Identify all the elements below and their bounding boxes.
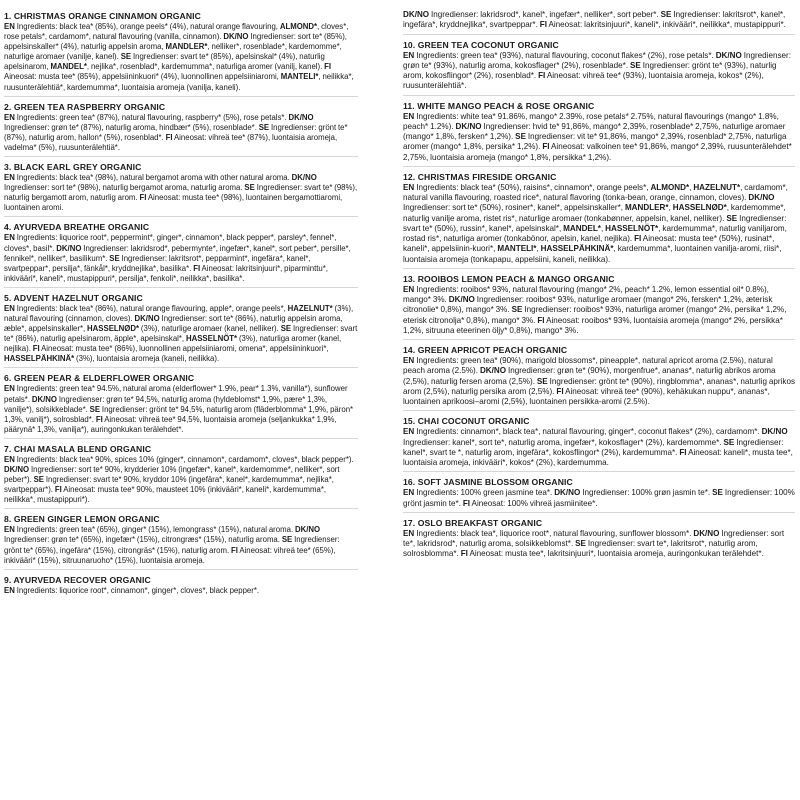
product-11-white-mango-peach-rose-organic xyxy=(403,100,795,167)
bold-term: HASSELNÖT* xyxy=(185,334,238,344)
ingredient-segment: Ingredienser: svart te* (85%), apelsinskal* (4%), naturlig apelsinarom, xyxy=(4,52,325,72)
ingredient-segment: Ingredienser: lakritsrot*, kanel*, ingefära*, kryddnejlika*, svartpeppar*. xyxy=(403,10,786,30)
ingredient-segment: Ingredienser: sort te* (50%), rosiner*, kanel*, appelsinskaller*, xyxy=(403,203,625,213)
bold-term: FI xyxy=(460,549,468,559)
ingredient-segment: Aineosat: musta tee* (98%), luontainen bergamottiaromi, luontainen aromi. xyxy=(4,193,343,213)
product-title: 10. GREEN TEA COCONUT ORGANIC xyxy=(403,39,559,50)
ingredient-segment: Ingredienser: grönt te* 94,5%, naturlig arom (fläderblomma* 1,9%, päron* 1,3%, vanilj*), solrosblad*. xyxy=(4,404,354,424)
bold-term: FI xyxy=(32,344,40,354)
ingredient-segment: Aineosat: musta tee* (86%), luonnollinen appelsiiniaromi, omena*, appelsiininkuori*, xyxy=(39,344,329,354)
ingredients-text xyxy=(403,183,795,269)
product-2-green-tea-raspberry-organic xyxy=(4,101,358,157)
product-7-chai-masala-blend-organic xyxy=(4,443,358,509)
bold-term: DK/NO xyxy=(748,193,775,202)
bold-term: FI xyxy=(679,447,687,457)
product-title: 14. GREEN APRICOT PEACH ORGANIC xyxy=(403,345,568,355)
bold-term: EN xyxy=(403,427,415,437)
ingredient-segment: Ingredients: green tea* (65%), ginger* (15%), lemongrass* (15%), natural aroma. xyxy=(14,525,295,535)
ingredient-segment: Aineosat: vihreä tee* 94,5%, luontaisia aromeja (seljankukka* 1,9%, päärynä* 1,3%, vanilja*), auringonkukan terälehdet*. xyxy=(4,414,337,434)
bold-term: EN xyxy=(4,384,15,394)
ingredient-segment: , xyxy=(536,244,541,254)
bold-term: SE xyxy=(712,488,723,498)
bold-term: MANTELI* xyxy=(280,72,319,82)
ingredient-segment: Aineosat: lakritsinjuuri*, kaneli*, inkivääri*, neilikka*, mustapippuri*. xyxy=(546,20,786,30)
bold-term: SE xyxy=(258,122,270,132)
ingredient-segment: Aineosat: musta tee*, lakritsinjuuri*, luontaisia aromeja, auringonkukan terälehdet*. xyxy=(467,549,764,559)
product-15-chai-coconut-organic xyxy=(403,415,795,472)
product-title: 7. CHAI MASALA BLEND ORGANIC xyxy=(4,443,152,454)
bold-term: DK/NO xyxy=(223,32,249,42)
ingredient-segment: , kardemumma*, naturlig vaniljarom, rostad ris*, naturliga aromer (tonkabönor, apelsin, kanel, nejlika). xyxy=(403,223,787,243)
ingredient-segment: , neilikka*, ruusunterälehtiä*, kardemumma*, luontaisia aromeja (vanilja, kaneli). xyxy=(4,72,354,92)
bold-term: SE xyxy=(575,539,586,548)
ingredient-segment: Aineosat: valkoinen tee* 91,86%, mango* 2,39%, ruusunterälehdet* 2,75%, luontaisia aromeja (mango* 1,8%, persikka* 1,2%). xyxy=(403,142,792,162)
ingredients-text xyxy=(403,10,795,35)
bold-term: HASSELNØD* xyxy=(672,203,727,213)
product-title: 13. ROOIBOS LEMON PEACH & MANGO ORGANIC xyxy=(403,273,615,284)
bold-term: DK/NO xyxy=(294,525,321,535)
ingredient-segment: Ingredienser: svart te* (50%), russin*, kanel*, apelsinskal*, xyxy=(403,213,787,233)
product-14-green-apricot-peach-organic xyxy=(403,344,795,411)
ingredient-segment: Ingredienser: grönt te* (93%), naturlig arom, kokosflingor* (2%), rosenblad*. xyxy=(403,60,777,80)
bold-term: ALMOND* xyxy=(279,22,318,31)
ingredient-segment: Ingredienser: grönt te* (65%), ingefära* (15%), citrongräs* (15%), naturlig arom. xyxy=(4,535,340,555)
ingredient-segment: Ingredienser: kanel*, svart te *, naturlig arom, ingefära*, kokosflingor* (2%), kardemumma*. xyxy=(403,437,784,457)
ingredient-segment: Ingredients: white tea* 91.86%, mango* 2.39%, rose petals* 2.75%, natural flavourings (mango* 1.8%, peach* 1.2%). xyxy=(403,111,779,131)
product-title: 1. CHRISTMAS ORANGE CINNAMON ORGANIC xyxy=(4,11,201,21)
bold-term: DK/NO xyxy=(693,528,720,538)
ingredient-segment: Ingredienser: lakridsrod*, kanel*, ingefær*, nelliker*, sort peber*. xyxy=(429,10,661,19)
ingredient-segment: Ingredienser: 100% grøn jasmin te*. xyxy=(580,488,713,498)
ingredient-segment: Ingredients: black tea* (86%), natural orange flavouring, apple*, orange peels*, xyxy=(14,303,288,313)
ingredient-segment: Ingredients: cinnamon*, black tea*, natural flavouring, ginger*, coconut flakes* (2%), cardamom*. xyxy=(414,427,762,437)
ingredient-segment: Aineosat: musta tee* (85%), appelsiininkuori* (4%), luonnollinen appelsiiniaromi, xyxy=(4,72,281,82)
bold-term: EN xyxy=(403,50,415,60)
bold-term: DK/NO xyxy=(56,243,82,253)
ingredients-text xyxy=(4,586,358,599)
bold-term: HAZELNUT* xyxy=(287,303,333,313)
bold-term: HASSELPÄHKINÄ* xyxy=(4,354,75,364)
ingredients-text xyxy=(4,304,358,369)
bold-term: EN xyxy=(4,233,15,243)
bold-term: FI xyxy=(537,315,545,325)
ingredient-segment: , cardamom*, natural vanilla flavouring, roasted rice*, natural flavoring (tonka-bean, orange, cinnamon, cloves). xyxy=(403,182,788,202)
bold-term: DK/NO xyxy=(761,427,788,437)
ingredient-segment: Ingredienser: kanel*, sort te*, naturlig aroma, ingefær*, kokosflager* (2%), kardemomme*. xyxy=(403,437,724,447)
ingredient-segment: Ingredienser: grönt te* (87%), naturlig arom, hallon* (5%), rosenblad*. xyxy=(4,122,348,142)
bold-term: EN xyxy=(403,182,415,192)
ingredient-segment: (3%), luontaisia aromeja (kaneli, neilikka). xyxy=(74,354,220,364)
bold-term: MANTELI* xyxy=(497,244,537,254)
ingredients-text xyxy=(403,51,795,96)
bold-term: EN xyxy=(403,488,415,498)
ingredient-segment: , nelliker*, rosenblade*, kardemomme*, naturlige aromaer (vanilje, kanel). xyxy=(4,42,342,62)
bold-term: EN xyxy=(403,528,415,538)
ingredient-segment: Aineosat: musta tee* 90%, mausteet 10% (inkivääri*, kaneli*, kardemumma*, neilikka*, mustapippuri*). xyxy=(4,485,327,505)
ingredient-segment: Aineosat: vihreä tee* (90%), kehäkukan nuppu*, ananas*, luontainen aprikoosi–aromi (2,5%), luontainen persikka-aromi (2.5%). xyxy=(403,386,770,406)
bold-term: ALMOND* xyxy=(650,182,690,192)
bold-term: DK/NO xyxy=(31,394,57,404)
ingredient-segment: Ingredients: green tea* 94.5%, natural aroma (elderflower* 1.9%, pear* 1.3%, vanilla*), sunflower petals*. xyxy=(4,384,348,404)
product-title: 8. GREEN GINGER LEMON ORGANIC xyxy=(4,514,160,525)
bold-term: EN xyxy=(403,356,415,365)
bold-term: SE xyxy=(511,305,523,315)
product-title: 16. SOFT JASMINE BLOSSOM ORGANIC xyxy=(403,477,573,488)
product-title: 4. AYURVEDA BREATHE ORGANIC xyxy=(4,222,150,233)
ingredient-segment: Aineosat: vihreä tee* (65%), inkivääri* (15%), sitruunaruoho* (15%), luontaisia aromeja. xyxy=(4,545,336,565)
ingredient-segment: Ingredienser: lakridsrod*, pebermynte*, ingefær*, kanel*, sort peber*, persille*, fennikel*, nelliker*, basilikum*. xyxy=(4,243,351,263)
bold-term: DK/NO xyxy=(715,50,742,60)
bold-term: MANDEL* xyxy=(50,62,87,72)
bold-term: EN xyxy=(4,173,15,183)
product-title: 17. OSLO BREAKFAST ORGANIC xyxy=(403,517,543,528)
ingredients-text xyxy=(403,285,795,340)
ingredient-segment: Ingredienser: rooibos* 93%, naturliga aromer (mango* 2%, persika* 1,2%, eterisk citronolja* 0,8%), mango* 3%. xyxy=(403,305,787,325)
ingredient-segment: Ingredients: liquorice root*, peppermint*, ginger*, cinnamon*, black pepper*, parsley*, fennel*, cloves*, basil*. xyxy=(4,233,337,253)
product-6-green-pear-elderflower-organic xyxy=(4,372,358,438)
bold-term: DK/NO xyxy=(455,121,482,131)
ingredient-segment: , kardemomme*, naturlig vanilje aroma, ristet ris*, naturlige aromaer (tonkabønner, appelsin, kanel, nelliker). xyxy=(403,203,786,223)
bold-term: FI xyxy=(634,234,642,243)
ingredient-segment: , cloves*, rose petals*, cardamom*, natural flavouring (vanilla, cinnamon). xyxy=(4,22,349,42)
bold-term: EN xyxy=(4,585,15,595)
bold-term: EN xyxy=(4,112,15,122)
bold-term: EN xyxy=(4,454,15,464)
bold-term: FI xyxy=(324,62,332,72)
ingredient-segment: Aineosat: vihreä tee* (93%), luontaisia aromeja, kokos* (2%), ruusunterälehtiä*. xyxy=(403,71,764,91)
product-title: 12. CHRISTMAS FIRESIDE ORGANIC xyxy=(403,171,557,182)
ingredient-segment: Ingredienser: grøn te* (90%), morgenfrue*, ananas*, naturlig abrikos aroma (2,5%), naturlig fersen aroma (2,5%). xyxy=(403,366,776,386)
bold-term: DK/NO xyxy=(554,488,581,498)
bold-term: MANDEL* xyxy=(563,223,601,233)
ingredient-segment: Ingredienser: sort te* (86%), naturlig appelsin aroma, æble*, appelsinskaller*, xyxy=(4,313,343,334)
product-title: 5. ADVENT HAZELNUT ORGANIC xyxy=(4,292,143,303)
ingredient-segment: Ingredienser: sort te*, lakridsrod*, naturlig aroma, solsikkeblomst*. xyxy=(403,528,785,548)
ingredient-segment: Ingredients: rooibos* 93%, natural flavouring (mango* 2%, peach* 1.2%, lemon essential oil* 0.8%), mango* 3%. xyxy=(403,284,769,304)
ingredient-segment: Ingredienser: grönt te* (90%), ringblomma*, ananas*, naturlig aprikos arom (2,5%), naturlig persika arom (2,5%). xyxy=(403,376,796,396)
product-17-oslo-breakfast-organic xyxy=(403,517,795,563)
product-title: 11. WHITE MANGO PEACH & ROSE ORGANIC xyxy=(403,100,595,111)
bold-term: SE xyxy=(244,183,255,193)
ingredients-text xyxy=(4,455,358,509)
bold-term: DK/NO xyxy=(4,465,30,474)
bold-term: DK/NO xyxy=(291,173,317,183)
ingredient-segment: Aineosat: 100% vihreä jasmiinitee*. xyxy=(470,498,598,508)
bold-term: SE xyxy=(536,376,548,386)
ingredients-text xyxy=(4,113,358,157)
bold-term: FI xyxy=(95,414,103,424)
product-title: 6. GREEN PEAR & ELDERFLOWER ORGANIC xyxy=(4,373,195,384)
ingredient-segment: Ingredienser: grøn te* (87%), naturlig aroma, hindbær* (5%), rosenblade*. xyxy=(4,122,259,132)
product-continued xyxy=(403,10,795,35)
ingredient-segment: Ingredients: liquorice root*, cinnamon*, ginger*, cloves*, black pepper*. xyxy=(14,585,260,595)
ingredient-segment: Ingredienser: sort te* (85%), appelsinskaller* (4%), naturlig appelsin aroma, xyxy=(4,32,347,52)
ingredient-segment: , xyxy=(600,223,606,233)
bold-term: SE xyxy=(109,253,120,263)
ingredients-text xyxy=(4,233,358,287)
ingredient-segment: Aineosat: kaneli*, musta tee*, luontaisia aromeja, inkivääri*, kokos* (2%), kardemumma. xyxy=(403,447,793,467)
ingredient-segment: Ingredienser: sort te* (98%), naturlig bergamot aroma, naturlig aroma. xyxy=(4,183,245,193)
ingredients-text xyxy=(403,427,795,472)
ingredient-segment: Ingredienser: svart te*, lakritsrot*, naturlig arom, solrosblomma*. xyxy=(403,539,758,559)
ingredient-segment: Ingredienser: svart te* 90%, kryddor 10% (ingefära*, kanel*, kardemumma*, nejlika*, svartpeppar*). xyxy=(4,475,334,495)
bold-term: SE xyxy=(630,60,641,70)
bold-term: DK/NO xyxy=(479,366,507,376)
bold-term: EN xyxy=(4,22,15,31)
product-title: 15. CHAI COCONUT ORGANIC xyxy=(403,416,530,427)
ingredient-segment: Aineosat: lakritsinjuuri*, piparminttu*, inkivääri*, kaneli*, mustapippuri*, persilja*, fenkoli*, neilikka*, basilika*. xyxy=(4,263,328,283)
bold-term: HASSELNÖT* xyxy=(605,223,659,233)
bold-term: EN xyxy=(4,525,15,535)
product-9-ayurveda-recover-organic xyxy=(4,574,358,599)
ingredients-text xyxy=(403,488,795,513)
product-16-soft-jasmine-blossom-organic xyxy=(403,476,795,513)
ingredient-segment: Ingredients: 100% green jasmine tea*. xyxy=(414,488,555,498)
bold-term: SE xyxy=(281,535,293,545)
ingredients-text xyxy=(4,22,358,97)
ingredient-segment: , xyxy=(689,182,694,192)
ingredient-segment: Ingredienser: svart te* (98%), naturlig bergamott arom, naturlig arom. xyxy=(4,183,358,203)
ingredient-segment: (3%), natural flavouring (cinnamon, cloves). xyxy=(4,303,354,323)
ingredient-segment: Ingredients: green tea* (87%), natural flavouring, raspberry* (5%), rose petals*. xyxy=(14,112,289,122)
bold-term: FI xyxy=(230,545,238,555)
bold-term: EN xyxy=(403,111,415,121)
ingredient-segment: Ingredients: black tea*, liquorice root*, natural flavouring, sunflower blossom*. xyxy=(414,528,694,538)
ingredient-segment: Ingredients: green tea* (90%), marigold blossoms*, pineapple*, natural apricot aroma (2.5%), natural peach aroma (2.5%). xyxy=(403,356,773,376)
bold-term: HAZELNUT* xyxy=(693,182,741,192)
ingredients-text xyxy=(403,112,795,167)
bold-term: DK/NO xyxy=(448,295,475,304)
left-column xyxy=(4,10,358,603)
bold-term: SE xyxy=(726,213,738,223)
ingredient-segment: Ingredienser: svart te* (86%), naturlig apelsinarom, äpple*, apelsinskal*, xyxy=(4,324,358,344)
bold-term: FI xyxy=(165,132,173,142)
ingredient-segment: Ingredienser: grøn te* (65%), ingefær* (15%), citrongræs* (15%), naturlig aroma. xyxy=(4,535,282,545)
ingredients-text xyxy=(4,525,358,569)
bold-term: EN xyxy=(4,303,15,313)
ingredient-segment: , xyxy=(668,203,673,213)
bold-term: SE xyxy=(89,404,101,414)
bold-term: DK/NO xyxy=(403,10,430,19)
bold-term: FI xyxy=(539,20,547,30)
bold-term: FI xyxy=(542,142,550,152)
bold-term: FI xyxy=(538,71,546,80)
bold-term: DK/NO xyxy=(288,112,314,122)
bold-term: SE xyxy=(280,324,292,334)
ingredients-text xyxy=(4,173,358,217)
bold-term: SE xyxy=(33,475,45,485)
bold-term: SE xyxy=(723,437,735,447)
bold-term: FI xyxy=(556,386,564,396)
product-10-green-tea-coconut-organic xyxy=(403,39,795,96)
bold-term: FI xyxy=(54,485,62,495)
ingredient-segment: (3%), naturliga aromer (kanel, nejlika). xyxy=(4,334,342,354)
ingredient-segment: Ingredienser: sort te* 90%, krydderier 10% (ingefær*, kanel*, kardemomme*, nelliker*, sort peber*). xyxy=(4,465,340,485)
bold-term: EN xyxy=(403,284,415,294)
right-column xyxy=(403,10,795,567)
ingredient-segment: Ingredienser: grøn te* 94,5%, naturlig aroma (hyldeblomst* 1,9%, pære* 1,3%, vanilje*), solsikkeblade*. xyxy=(4,394,328,414)
bold-term: FI xyxy=(193,263,201,273)
ingredient-segment: Ingredienser: lakritsrot*, pepparmint*, ingefära*, kanel*, svartpeppar*, persilja*, fänkål*, kryddnejlika*, basilika*. xyxy=(4,253,311,273)
product-12-christmas-fireside-organic xyxy=(403,171,795,269)
product-4-ayurveda-breathe-organic xyxy=(4,221,358,287)
ingredient-segment: Aineosat: vihreä tee* (87%), luontaisia aromeja, vadelma* (5%), ruusunterälehtiä*. xyxy=(4,132,338,152)
product-3-black-earl-grey-organic xyxy=(4,161,358,217)
ingredient-segment: Ingredienser: 100% grönt jasmin te*. xyxy=(403,488,795,508)
product-title: 3. BLACK EARL GREY ORGANIC xyxy=(4,162,142,173)
ingredient-segment: Ingredients: black tea* (85%), orange peels* (4%), natural orange flavouring, xyxy=(14,22,280,31)
ingredient-segment: Ingredienser: grøn te* (93%), naturlig aroma, kokosflager* (2%), rosenblade*. xyxy=(403,50,791,70)
product-8-green-ginger-lemon-organic xyxy=(4,513,358,569)
product-13-rooibos-lemon-peach-mango-organic xyxy=(403,273,795,340)
ingredient-segment: Ingredienser: rooibos* 93%, naturlige aromaer (mango* 2%, fersken* 1,2%, æterisk citronolie* 0,8%), mango* 3%. xyxy=(403,295,773,315)
ingredient-segment: , kardemumma*, luontainen vaniljа-aromi, riisi*, luontaisia aromeja (tonkapapu, appelsiini, kaneli, neilikka). xyxy=(403,244,782,264)
ingredient-segment: Ingredients: black tea* (98%), natural bergamot aroma with other natural aroma. xyxy=(14,173,292,183)
bold-term: SE xyxy=(120,52,132,62)
bold-term: SE xyxy=(515,132,526,141)
ingredient-segment: Ingredienser: hvid te* 91,86%, mango* 2,39%, rosenblade* 2,75%, naturlige aromaer (mango* 1,8%, fersken* 1,2%). xyxy=(403,121,786,141)
product-5-advent-hazelnut-organic xyxy=(4,292,358,369)
bold-term: MANDLER* xyxy=(624,203,669,213)
bold-term: HASSELNØD* xyxy=(87,324,140,334)
bold-term: FI xyxy=(462,498,471,508)
bold-term: MANDLER* xyxy=(165,42,208,52)
ingredient-segment: Aineosat: rooibos* 93%, luontaisia aromeja (mango* 2%, persikka* 1,2%, sitruuna eteerinen öljy* 0,8%), mango* 3%. xyxy=(403,315,783,335)
product-title: 9. AYURVEDA RECOVER ORGANIC xyxy=(4,574,151,585)
ingredients-text xyxy=(403,529,795,563)
product-title: 2. GREEN TEA RASPBERRY ORGANIC xyxy=(4,101,166,112)
ingredient-segment: Aineosat: musta tee* (50%), rusinat*, kaneli*, appelsiinin-kuori*, xyxy=(403,234,775,254)
ingredient-segment: Ingredients: black tea* 90%, spices 10% (ginger*, cinnamon*, cardamom*, cloves*, black pepper*). xyxy=(14,454,354,464)
product-1-christmas-orange-cinnamon-organic xyxy=(4,10,358,97)
ingredient-segment: , nejlika*, rosenblad*, kardemumma*, naturliga aromer (vanilj, kanel). xyxy=(86,62,325,72)
bold-term: HASSELPÄHKINÄ* xyxy=(540,244,614,254)
bold-term: FI xyxy=(139,193,147,203)
ingredient-segment: (3%), naturlige aromaer (kanel, nelliker). xyxy=(139,324,281,334)
ingredients-text xyxy=(4,384,358,438)
ingredient-segment: Ingredients: black tea* (50%), raisins*, cinnamon*, orange peels*, xyxy=(414,182,651,192)
ingredient-segment: Ingredients: green tea* (93%), natural flavouring, coconut flakes* (2%), rose petals*. xyxy=(414,50,716,60)
ingredient-segment: Ingredienser: vit te* 91,86%, mango* 2,39%, rosenblad* 2,75%, naturliga aromer (mango* 1,8%, persika* 1,2%). xyxy=(403,132,787,152)
bold-term: DK/NO xyxy=(134,313,160,323)
ingredients-text xyxy=(403,356,795,411)
bold-term: SE xyxy=(660,10,672,19)
